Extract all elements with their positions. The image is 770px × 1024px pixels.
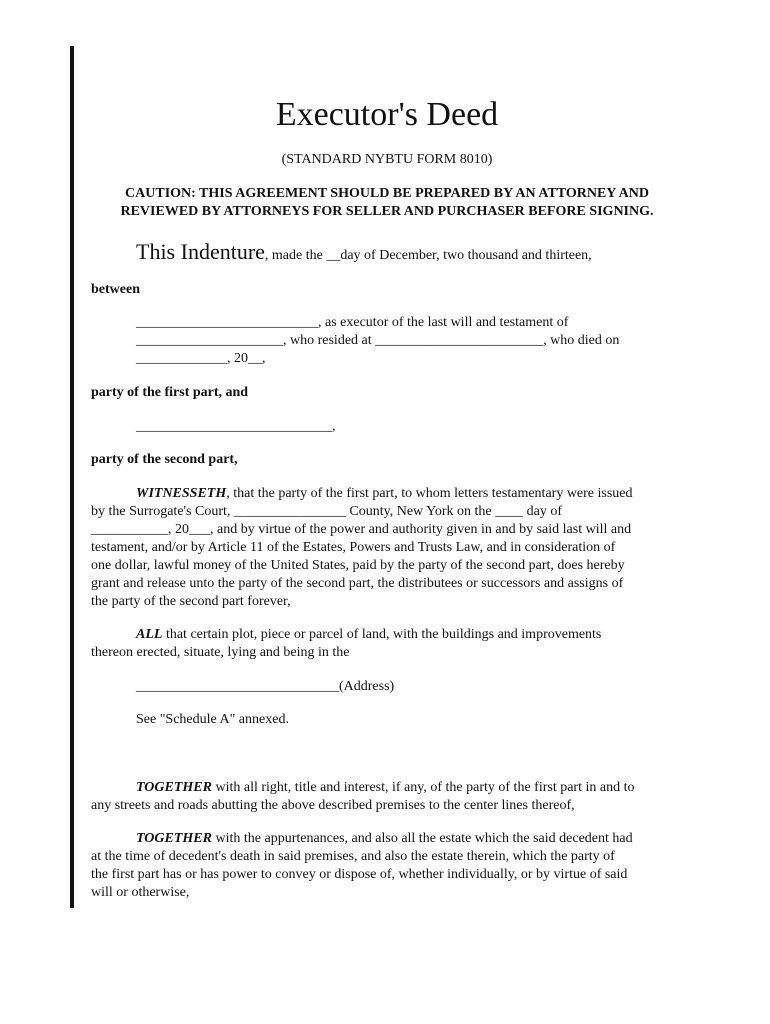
second-party-blank-line: ____________________________, <box>136 419 336 434</box>
caution-notice <box>91 185 683 221</box>
witnesseth-line-7: the party of the second part forever, <box>91 594 291 609</box>
together2-lead: TOGETHER <box>136 831 212 846</box>
together1-line-2: any streets and roads abutting the above described premises to the center lines thereof, <box>91 798 575 813</box>
together2-line-2: at the time of decedent's death in said premises, and also the estate therein, which the party of <box>91 849 615 864</box>
together-paragraph-2 <box>91 830 683 902</box>
witnesseth-paragraph <box>91 485 683 611</box>
witnesseth-line-6: grant and release unto the party of the second part, the distributees or successors and assigns of <box>91 576 624 591</box>
together2-line-1: with the appurtenances, and also all the estate which the said decedent had <box>211 831 633 846</box>
together2-line-3: the first part has or has power to convey or dispose of, whether individually, or by virtue of said <box>91 867 628 882</box>
all-paragraph <box>91 626 683 662</box>
address-line <box>91 678 683 696</box>
all-line-2: thereon erected, situate, lying and being in the <box>91 645 350 660</box>
all-line-1: that certain plot, piece or parcel of land, with the buildings and improvements <box>162 627 602 642</box>
witnesseth-line-2: by the Surrogate's Court, ________________ County, New York on the ____ day of <box>91 504 562 519</box>
together-paragraph-1 <box>91 779 683 815</box>
witnesseth-line-1: , that the party of the first part, to whom letters testamentary were issued <box>226 486 633 501</box>
margin-change-bar <box>70 46 74 908</box>
witnesseth-lead: WITNESSETH <box>136 486 227 501</box>
document-title: Executor's Deed <box>275 96 499 133</box>
schedule-reference <box>91 711 683 729</box>
caution-line-2: REVIEWED BY ATTORNEYS FOR SELLER AND PURCHASER BEFORE SIGNING. <box>120 204 654 219</box>
executor-line-1: __________________________, as executor of the last will and testament of <box>136 315 569 330</box>
executor-line-3: _____________, 20__, <box>136 351 266 366</box>
second-party-label: party of the second part, <box>91 452 238 467</box>
between-label: between <box>91 282 140 297</box>
together1-lead: TOGETHER <box>136 780 212 795</box>
witnesseth-line-3: ___________, 20___, and by virtue of the power and authority given in and by said last will and <box>91 522 632 537</box>
all-lead: ALL <box>136 627 163 642</box>
indenture-text: , made the __day of December, two thousand and thirteen, <box>264 248 592 263</box>
address-blank: _____________________________(Address) <box>136 679 395 694</box>
first-party-label: party of the first part, and <box>91 385 249 400</box>
caution-line-1: CAUTION: THIS AGREEMENT SHOULD BE PREPARED BY AN ATTORNEY AND <box>125 186 649 201</box>
form-number: (STANDARD NYBTU FORM 8010) <box>281 152 493 167</box>
schedule-text: See "Schedule A" annexed. <box>136 712 289 727</box>
executor-line-2: _____________________, who resided at ________________________, who died on <box>136 333 620 348</box>
second-party-blank <box>91 418 683 436</box>
together2-line-4: will or otherwise, <box>91 885 190 900</box>
together1-line-1: with all right, title and interest, if any, of the party of the first part in and to <box>211 780 635 795</box>
executor-paragraph <box>91 314 683 368</box>
witnesseth-line-4: testament, and/or by Article 11 of the Estates, Powers and Trusts Law, and in consideration of <box>91 540 616 555</box>
witnesseth-line-5: one dollar, lawful money of the United States, paid by the party of the second part, does hereby <box>91 558 625 573</box>
indenture-lead: This Indenture <box>136 239 265 264</box>
indenture-paragraph <box>91 238 683 270</box>
